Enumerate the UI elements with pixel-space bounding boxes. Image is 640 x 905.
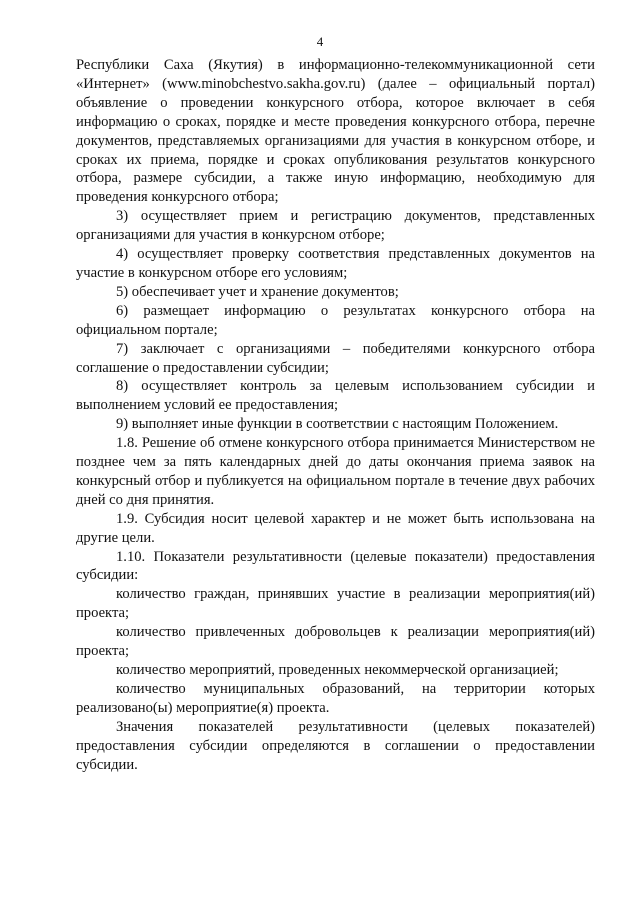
paragraph-item-6: 6) размещает информацию о результатах конкурсного отбора на официальном портале; <box>76 302 595 338</box>
document-body <box>76 56 595 774</box>
paragraph-indicator-2: количество привлеченных добровольцев к реализации мероприятия(ий) проекта; <box>76 624 595 660</box>
paragraph-indicator-1: количество граждан, принявших участие в реализации мероприятия(ий) проекта; <box>76 586 595 622</box>
paragraph-item-8: 8) осуществляет контроль за целевым использованием субсидии и выполнением условий ее предоставления; <box>76 378 595 414</box>
paragraph-p-cont: Республики Саха (Якутия) в информационно-телекоммуникационной сети «Интернет» (www.minobchestvo.sakha.gov.ru) (далее – официальный портал) объявление о проведении конкурсного отбора, которое включает в себя информацию о сроках, порядке и месте проведения конкурсного отбора, перечне документов, представляемых организациями для участия в конкурсном отборе, и сроках их приема, порядке и сроках опубликования результатов конкурсного отбора, размере субсидии, а также иную информацию, необходимую для проведения конкурсного отбора; <box>76 57 595 206</box>
paragraph-item-5: 5) обеспечивает учет и хранение документов; <box>116 283 399 300</box>
page-number: 4 <box>316 34 324 49</box>
paragraph-indicator-3: количество мероприятий, проведенных некоммерческой организацией; <box>116 662 559 678</box>
paragraph-item-9: 9) выполняет иные функции в соответствии с настоящим Положением. <box>116 416 559 433</box>
paragraph-indicator-4: количество муниципальных образований, на территории которых реализовано(ы) мероприятие(я) проекта. <box>76 680 595 716</box>
paragraph-item-7: 7) заключает с организациями – победителями конкурсного отбора соглашение о предоставлении субсидии; <box>76 340 595 376</box>
paragraph-clause-1-8: 1.8. Решение об отмене конкурсного отбора принимается Министерством не позднее чем за пять календарных дней до даты окончания приема заявок на конкурсный отбор и публикуется на официальном портале в течение двух рабочих дней со дня принятия. <box>76 435 595 508</box>
paragraph-values-note: Значения показателей результативности (целевых показателей) предоставления субсидии определяются в соглашении о предоставлении субсидии. <box>76 718 595 773</box>
paragraph-item-3: 3) осуществляет прием и регистрацию документов, представленных организациями для участия в конкурсном отборе; <box>76 208 595 244</box>
paragraph-clause-1-9: 1.9. Субсидия носит целевой характер и не может быть использована на другие цели. <box>76 510 595 546</box>
paragraph-item-4: 4) осуществляет проверку соответствия представленных документов на участие в конкурсном отборе его условиям; <box>76 246 595 281</box>
paragraph-clause-1-10: 1.10. Показатели результативности (целевые показатели) предоставления субсидии: <box>76 548 595 584</box>
